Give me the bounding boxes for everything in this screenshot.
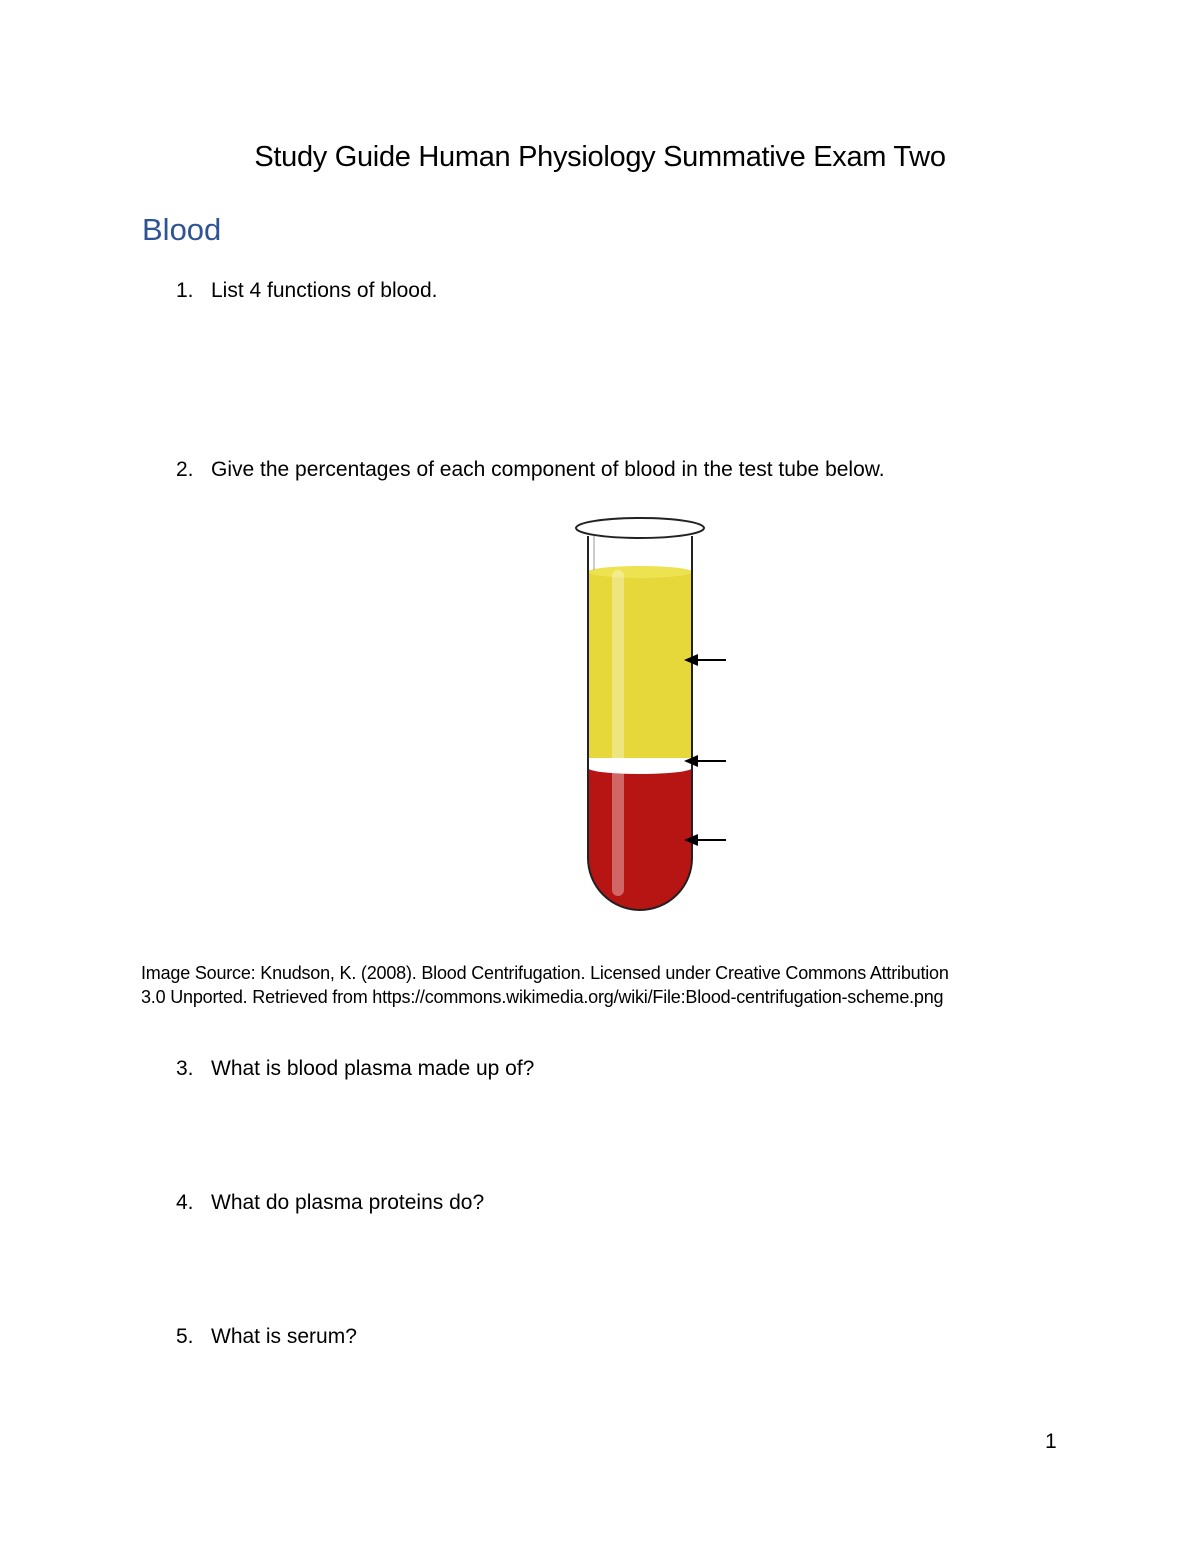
page-number: 1	[1045, 1430, 1057, 1453]
image-source-caption	[141, 961, 1061, 1009]
question-2	[176, 458, 885, 482]
tube-rim	[576, 518, 704, 538]
document-title: Study Guide Human Physiology Summative Exam Two	[254, 141, 946, 173]
buffy-coat-surface	[588, 762, 692, 774]
question-3	[176, 1057, 534, 1081]
question-text: List 4 functions of blood.	[211, 279, 438, 302]
test-tube-figure	[560, 508, 740, 918]
question-4	[176, 1191, 484, 1215]
question-number: 3.	[176, 1057, 194, 1080]
section-heading-blood: Blood	[142, 212, 222, 247]
question-number: 2.	[176, 458, 194, 481]
question-text: What do plasma proteins do?	[211, 1191, 485, 1214]
caption-line-1: Image Source: Knudson, K. (2008). Blood Centrifugation. Licensed under Creative Commons Attribution	[141, 963, 949, 983]
question-1	[176, 279, 437, 303]
question-number: 5.	[176, 1325, 194, 1348]
glass-highlight	[612, 570, 624, 896]
question-number: 4.	[176, 1191, 194, 1214]
question-text: Give the percentages of each component of blood in the test tube below.	[211, 458, 885, 481]
question-text: What is blood plasma made up of?	[211, 1057, 535, 1080]
red-blood-cell-layer	[580, 768, 700, 918]
caption-line-2: 3.0 Unported. Retrieved from https://commons.wikimedia.org/wiki/File:Blood-centrifugation-scheme.png	[141, 987, 944, 1007]
plasma-surface	[588, 566, 692, 578]
test-tube-illustration	[560, 508, 740, 918]
plasma-layer	[580, 570, 700, 760]
question-5	[176, 1325, 357, 1349]
question-text: What is serum?	[211, 1325, 357, 1348]
question-number: 1.	[176, 279, 194, 302]
